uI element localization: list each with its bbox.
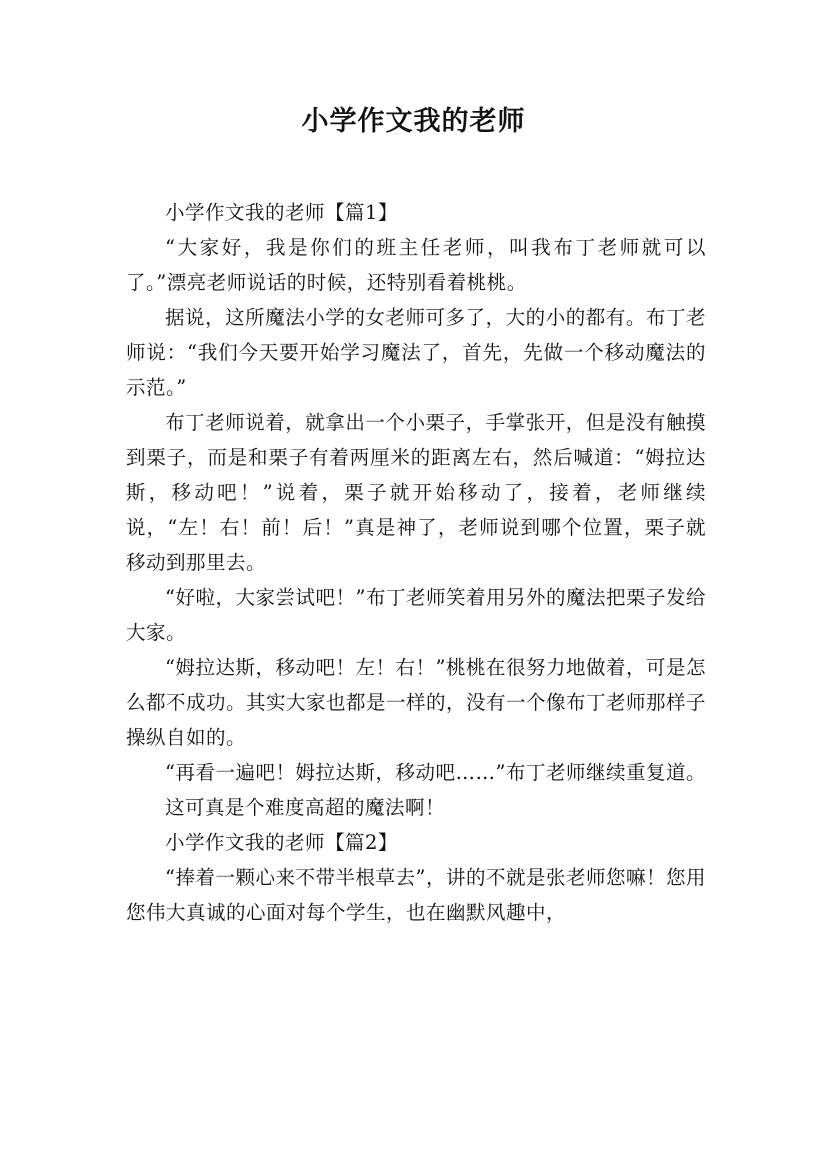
document-body bbox=[126, 195, 706, 930]
paragraph: 据说，这所魔法小学的女老师可多了，大的小的都有。布丁老师说：“我们今天要开始学习魔法了，首先，先做一个移动魔法的示范。” bbox=[126, 306, 706, 399]
section-heading-2: 小学作文我的老师【篇2】 bbox=[165, 831, 398, 854]
paragraph: “大家好，我是你们的班主任老师，叫我布丁老师就可以了。”漂亮老师说话的时候，还特别看着桃桃。 bbox=[126, 236, 706, 294]
paragraph: “好啦，大家尝试吧！”布丁老师笑着用另外的魔法把栗子发给大家。 bbox=[126, 586, 706, 644]
section-heading-1: 小学作文我的老师【篇1】 bbox=[165, 201, 398, 224]
paragraph: “姆拉达斯，移动吧！左！右！”桃桃在很努力地做着，可是怎么都不成功。其实大家也都是一样的，没有一个像布丁老师那样子操纵自如的。 bbox=[126, 656, 707, 749]
paragraph: 布丁老师说着，就拿出一个小栗子，手掌张开，但是没有触摸到栗子，而是和栗子有着两厘米的距离左右，然后喊道：“姆拉达斯，移动吧！”说着，栗子就开始移动了，接着，老师继续说，“左！右！前！后！”真是神了，老师说到哪个位置，栗子就移动到那里去。 bbox=[126, 411, 706, 574]
paragraph: “捧着一颗心来不带半根草去”，讲的不就是张老师您嘛！您用您伟大真诚的心面对每个学生，也在幽默风趣中， bbox=[126, 866, 706, 924]
paragraph: “再看一遍吧！姆拉达斯，移动吧……”布丁老师继续重复道。 bbox=[165, 761, 706, 784]
document-title: 小学作文我的老师 bbox=[301, 106, 526, 137]
paragraph: 这可真是个难度高超的魔法啊！ bbox=[165, 796, 446, 819]
